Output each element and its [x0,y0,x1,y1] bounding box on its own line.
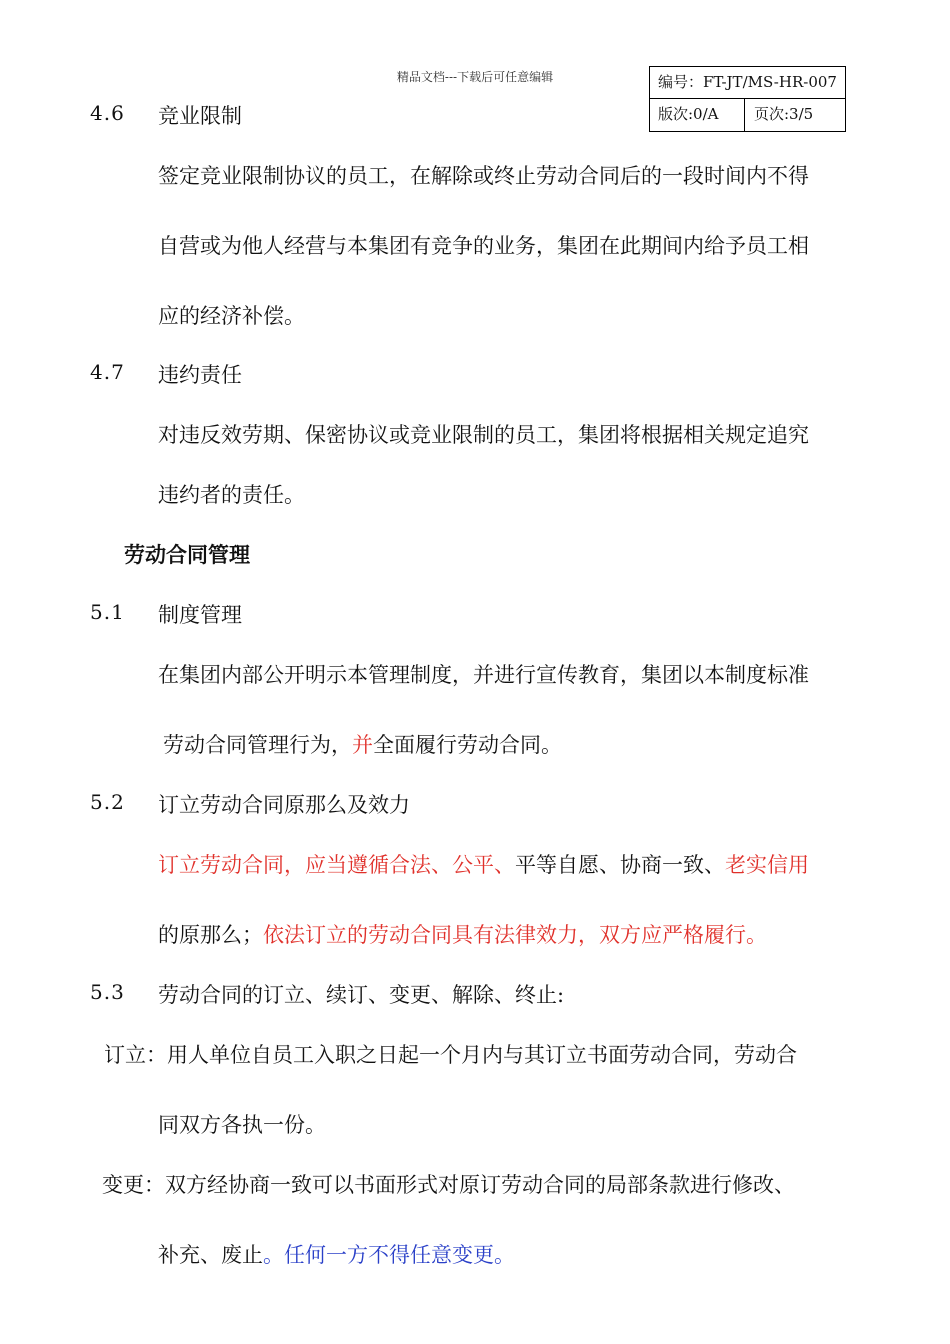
paragraph-line [158,919,767,949]
highlight-blue: 。任何一方不得任意变更。 [263,1243,515,1267]
doc-version: 版次:0/A [658,105,719,123]
highlight-red: 依法订立的劳动合同具有法律效力，双方应严格履行。 [263,923,767,947]
text-run: 补充、废止 [158,1243,263,1267]
highlight-red: 并 [352,733,373,757]
section-title-4-6: 竞业限制 [158,104,242,128]
section-title-5-1: 制度管理 [158,603,242,627]
paragraph-line: 在集团内部公开明示本管理制度，并进行宣传教育，集团以本制度标准 [158,663,809,687]
doc-info-box [649,66,846,132]
paragraph-line [163,729,562,759]
section-number-5-2: 5.2 [90,790,125,814]
paragraph-line: 对违反效劳期、保密协议或竞业限制的员工，集团将根据相关规定追究 [158,423,809,447]
paragraph-line: 订立：用人单位自员工入职之日起一个月内与其订立书面劳动合同，劳动合 [104,1043,797,1067]
section-title-4-7: 违约责任 [158,363,242,387]
doc-version-row [650,99,845,131]
cell-divider [744,99,745,131]
text-run: 的原那么； [158,923,263,947]
watermark-text: 精品文档---下载后可任意编辑 [396,70,554,84]
paragraph-line: 变更：双方经协商一致可以书面形式对原订劳动合同的局部条款进行修改、 [102,1173,795,1197]
doc-number-row [650,67,845,99]
section-number-5-1: 5.1 [90,600,125,624]
doc-number: 编号：FT-JT/MS-HR-007 [658,73,837,91]
section-title-5-3: 劳动合同的订立、续订、变更、解除、终止: [158,983,565,1007]
text-run: 平等自愿、协商一致、 [515,853,725,877]
section-title-5-2: 订立劳动合同原那么及效力 [158,793,410,817]
paragraph-line: 违约者的责任。 [158,483,305,507]
chapter-title: 劳动合同管理 [124,542,250,567]
text-run: 全面履行劳动合同。 [373,733,562,757]
highlight-red: 老实信用 [725,853,809,877]
paragraph-line [158,1239,515,1269]
section-number-5-3: 5.3 [90,980,125,1004]
paragraph-line: 签定竞业限制协议的员工，在解除或终止劳动合同后的一段时间内不得 [158,164,809,188]
section-number-4-7: 4.7 [90,360,125,384]
paragraph-line: 自营或为他人经营与本集团有竞争的业务，集团在此期间内给予员工相 [158,234,809,258]
text-run: 劳动合同管理行为， [163,733,352,757]
paragraph-line: 应的经济补偿。 [158,304,305,328]
paragraph-line [158,849,809,879]
highlight-red: 订立劳动合同，应当遵循合法、公平、 [158,853,515,877]
paragraph-line: 同双方各执一份。 [158,1113,326,1137]
doc-page: 页次:3/5 [754,105,814,123]
section-number-4-6: 4.6 [90,101,125,125]
